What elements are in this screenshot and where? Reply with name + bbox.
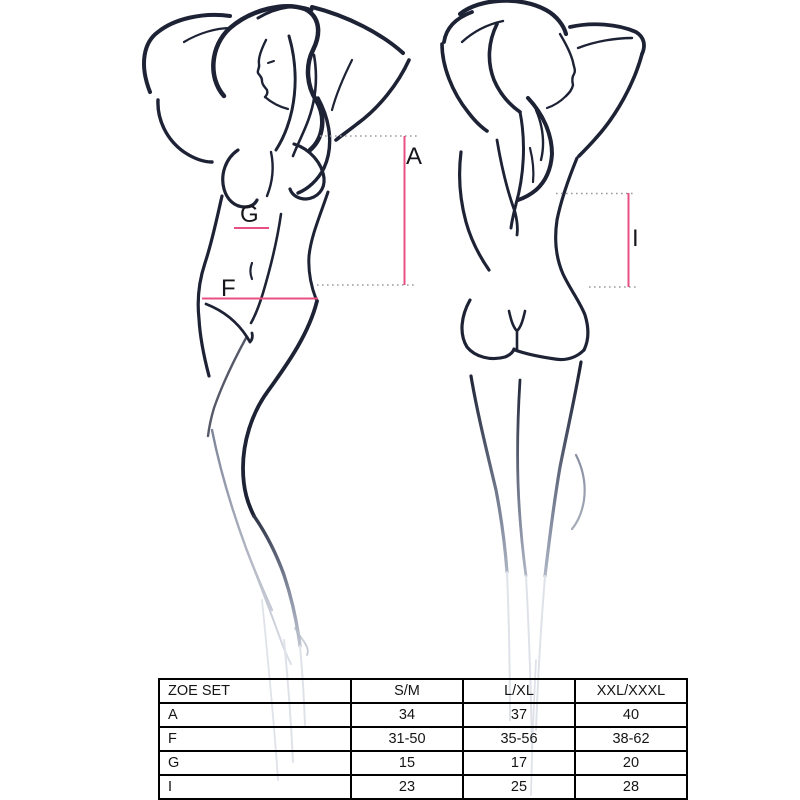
cell-value: 40 xyxy=(575,703,687,727)
cell-value: 31-50 xyxy=(351,727,463,751)
table-row-f xyxy=(159,727,687,751)
cell-value: 28 xyxy=(575,775,687,799)
cell-value: 38-62 xyxy=(575,727,687,751)
back-figure-drawing xyxy=(442,1,644,795)
cell-value: 23 xyxy=(351,775,463,799)
row-label: I xyxy=(159,775,351,799)
column-header-lxl: L/XL xyxy=(463,679,575,703)
size-table-header-row xyxy=(159,679,687,703)
cell-value: 35-56 xyxy=(463,727,575,751)
row-label: F xyxy=(159,727,351,751)
measurement-label-a: A xyxy=(406,143,423,170)
measurement-label-g: G xyxy=(240,201,259,228)
measurement-label-f: F xyxy=(221,275,236,302)
table-row-g xyxy=(159,751,687,775)
front-figure-drawing xyxy=(144,6,409,780)
cell-value: 37 xyxy=(463,703,575,727)
size-table xyxy=(158,678,688,800)
table-product-name: ZOE SET xyxy=(159,679,351,703)
cell-value: 17 xyxy=(463,751,575,775)
row-label: A xyxy=(159,703,351,727)
table-row-i xyxy=(159,775,687,799)
cell-value: 20 xyxy=(575,751,687,775)
cell-value: 34 xyxy=(351,703,463,727)
row-label: G xyxy=(159,751,351,775)
column-header-xxl: XXL/XXXL xyxy=(575,679,687,703)
measurement-label-i: I xyxy=(632,225,639,252)
cell-value: 15 xyxy=(351,751,463,775)
cell-value: 25 xyxy=(463,775,575,799)
column-header-sm: S/M xyxy=(351,679,463,703)
table-row-a xyxy=(159,703,687,727)
